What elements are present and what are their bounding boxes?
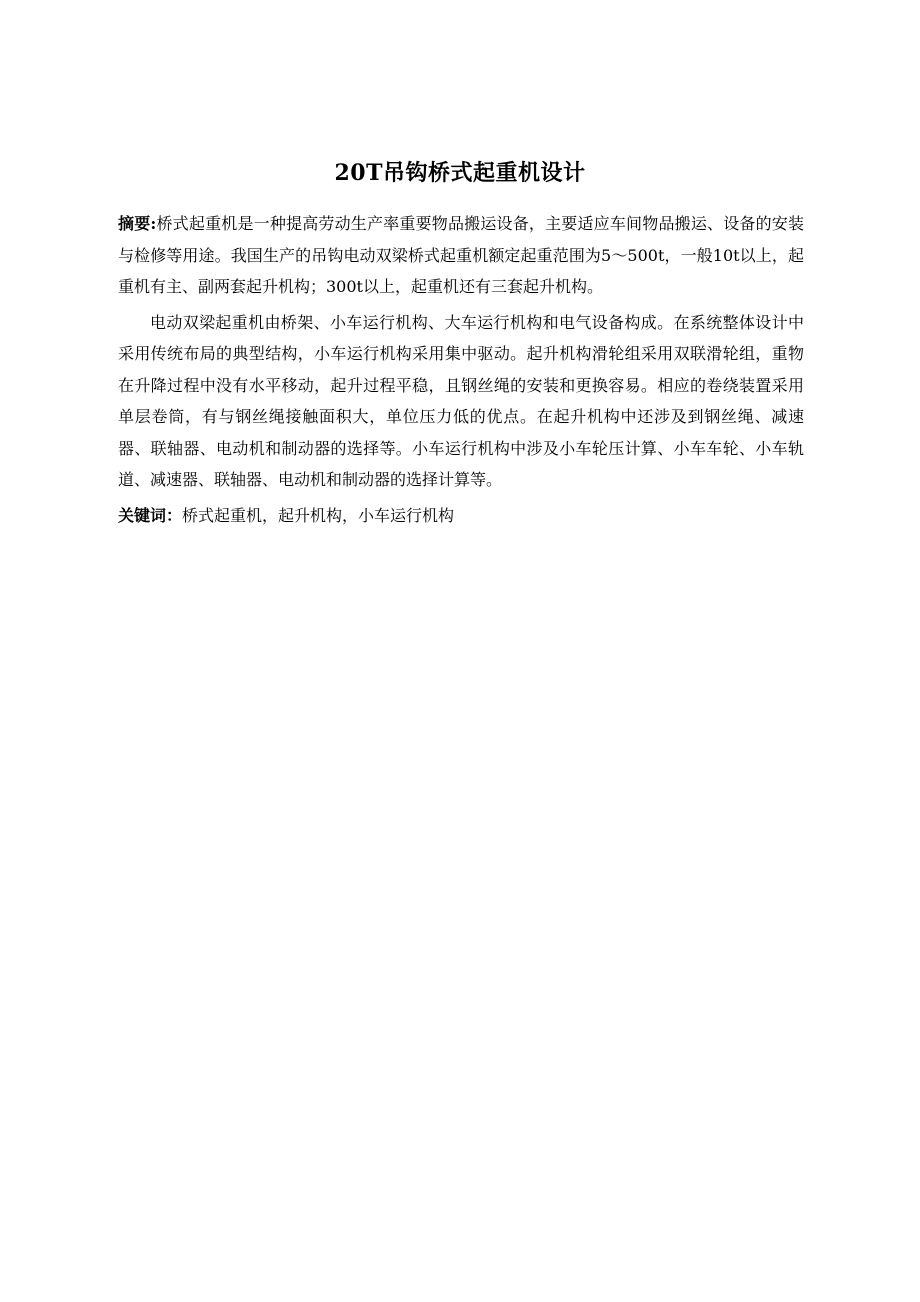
- keywords-text: 桥式起重机，起升机构，小车运行机构: [182, 505, 455, 525]
- abstract-paragraph-2: 电动双梁起重机由桥架、小车运行机构、大车运行机构和电气设备构成。在系统整体设计中采用传统布局的典型结构，小车运行机构采用集中驱动。起升机构滑轮组采用双联滑轮组，重物在升降过程中没有水平移动，起升过程平稳，且钢丝绳的安装和更换容易。相应的卷绕装置采用单层卷筒，有与钢丝绳接触面积大，单位压力低的优点。在起升机构中还涉及到钢丝绳、减速器、联轴器、电动机和制动器的选择等。小车运行机构中涉及小车轮压计算、小车车轮、小车轨道、减速器、联轴器、电动机和制动器的选择计算等。: [118, 312, 804, 489]
- abstract-text-1: 桥式起重机是一种提高劳动生产率重要物品搬运设备，主要适应车间物品搬运、设备的安装与检修等用途。我国生产的吊钩电动双梁桥式起重机额定起重范围为5～500t，一般10t以上，起重机有主、副两套起升机构；300t以上，起重机还有三套起升机构。: [118, 214, 804, 296]
- document-title: 20T吊钩桥式起重机设计: [334, 160, 586, 186]
- keywords-label: 关键词：: [118, 505, 183, 525]
- keywords-line: [118, 500, 804, 532]
- abstract-section: [118, 208, 804, 531]
- abstract-paragraph-1: [118, 208, 804, 303]
- abstract-label: 摘要:: [118, 214, 157, 233]
